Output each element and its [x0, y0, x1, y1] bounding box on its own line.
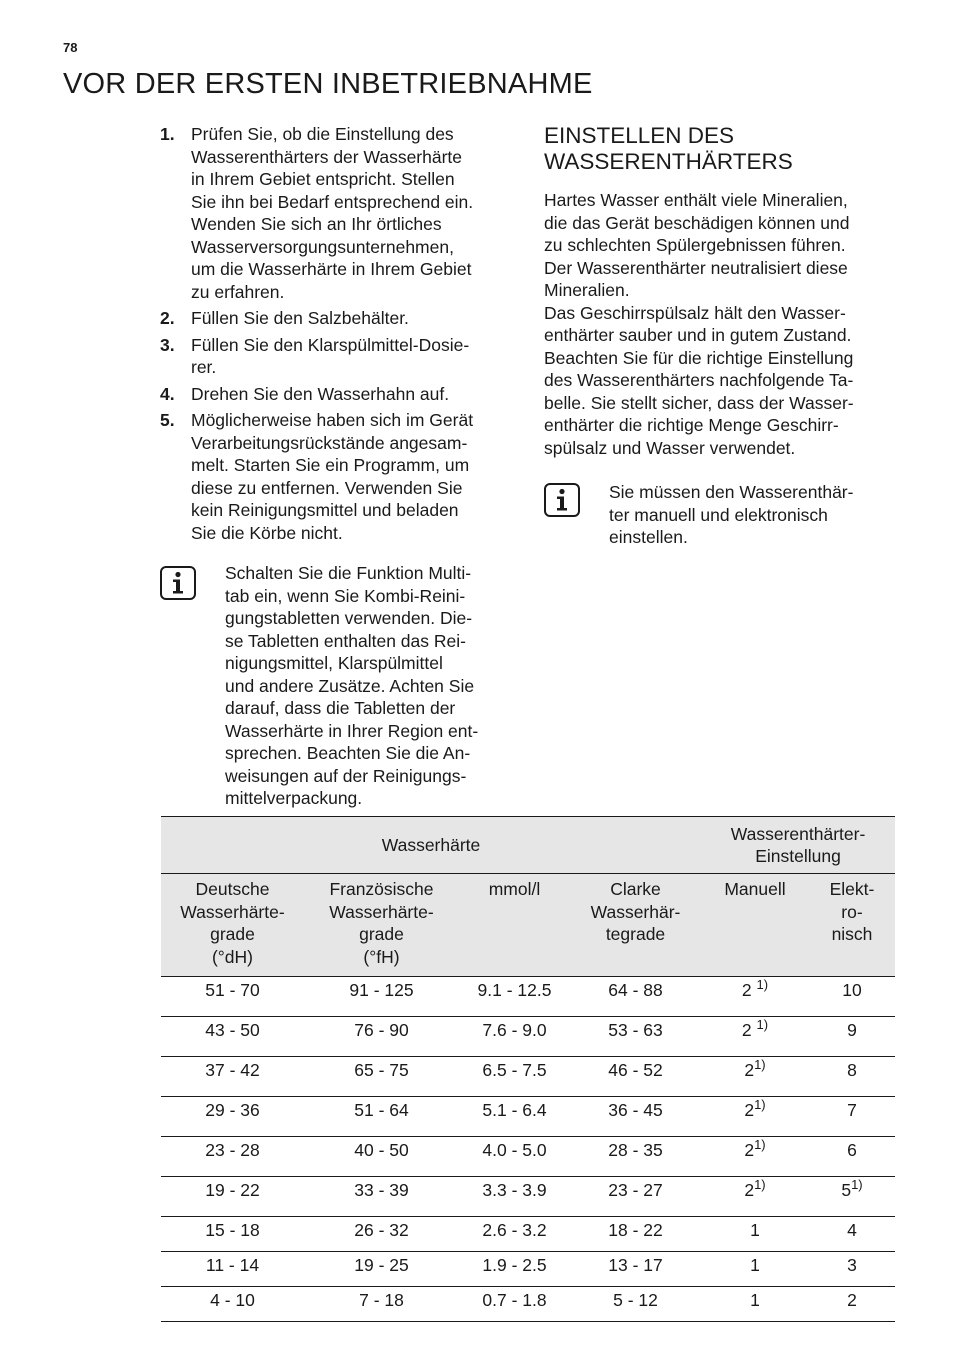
cell-mmol: 9.1 - 12.5: [459, 977, 570, 1017]
header-water-hardness: Wasserhärte: [161, 817, 701, 874]
right-column: [544, 123, 904, 549]
cell-value: 8: [847, 1060, 857, 1080]
cell-fh: 26 - 32: [304, 1217, 459, 1252]
table-row: [161, 1137, 895, 1177]
cell-value: 2: [744, 1060, 755, 1080]
cell-value: 2: [741, 980, 757, 1000]
header-softener-setting: Wasserenthärter- Einstellung: [701, 817, 895, 874]
footnote-marker: 1): [754, 1137, 766, 1153]
cell-clarke: 53 - 63: [570, 1017, 701, 1057]
table-row: [161, 1217, 895, 1252]
cell-clarke: 46 - 52: [570, 1057, 701, 1097]
cell-value: 7: [847, 1100, 857, 1120]
column-header: Manuell: [701, 874, 809, 977]
section-title: EINSTELLEN DES WASSERENTHÄRTERS: [544, 123, 793, 174]
cell-electronic: [809, 1217, 895, 1252]
cell-dh: 29 - 36: [161, 1097, 304, 1137]
cell-mmol: 6.5 - 7.5: [459, 1057, 570, 1097]
cell-clarke: 13 - 17: [570, 1252, 701, 1287]
step-text: Möglicherweise haben sich im Gerät Verarbeitungsrückstände angesam- melt. Starten Sie ein Programm, um diese zu entfernen. Verwenden Sie kein Reinigungsmittel und beladen Sie die Körbe nicht.: [191, 410, 474, 543]
cell-mmol: 2.6 - 3.2: [459, 1217, 570, 1252]
cell-dh: 4 - 10: [161, 1287, 304, 1322]
cell-value: 2: [847, 1290, 857, 1310]
cell-electronic: [809, 1097, 895, 1137]
info-note-text: Sie müssen den Wasserenthär- ter manuell und elektronisch einstellen.: [609, 482, 854, 547]
cell-value: 1: [750, 1220, 760, 1240]
column-header: Deutsche Wasserhärte- grade (°dH): [161, 874, 304, 977]
footnote-marker: 1): [756, 977, 769, 993]
page-title: VOR DER ERSTEN INBETRIEBNAHME: [63, 68, 593, 100]
cell-clarke: 28 - 35: [570, 1137, 701, 1177]
cell-dh: 23 - 28: [161, 1137, 304, 1177]
cell-value: 1: [750, 1255, 760, 1275]
table-row: [161, 1017, 895, 1057]
info-note: [544, 481, 904, 549]
cell-electronic: [809, 1177, 895, 1217]
cell-fh: 40 - 50: [304, 1137, 459, 1177]
cell-manual: [701, 1217, 809, 1252]
table-header-row: [161, 874, 895, 977]
cell-fh: 33 - 39: [304, 1177, 459, 1217]
footnote-marker: 1): [754, 1097, 766, 1113]
cell-mmol: 1.9 - 2.5: [459, 1252, 570, 1287]
cell-clarke: 64 - 88: [570, 977, 701, 1017]
cell-dh: 51 - 70: [161, 977, 304, 1017]
steps-list: [160, 123, 515, 544]
cell-mmol: 3.3 - 3.9: [459, 1177, 570, 1217]
step-number: 1.: [160, 124, 175, 144]
cell-manual: [701, 977, 809, 1017]
list-item: [160, 123, 515, 303]
cell-fh: 51 - 64: [304, 1097, 459, 1137]
cell-electronic: [809, 977, 895, 1017]
cell-value: 2: [744, 1100, 755, 1120]
cell-value: 2: [741, 1020, 757, 1040]
cell-fh: 7 - 18: [304, 1287, 459, 1322]
column-header: Französische Wasserhärte- grade (°fH): [304, 874, 459, 977]
cell-manual: [701, 1177, 809, 1217]
info-note: [160, 562, 515, 810]
cell-manual: [701, 1252, 809, 1287]
cell-mmol: 4.0 - 5.0: [459, 1137, 570, 1177]
cell-dh: 43 - 50: [161, 1017, 304, 1057]
list-item: [160, 383, 515, 406]
cell-electronic: [809, 1287, 895, 1322]
table-row: [161, 1057, 895, 1097]
cell-value: 2: [744, 1180, 755, 1200]
step-number: 2.: [160, 308, 175, 328]
list-item: [160, 409, 515, 544]
cell-electronic: [809, 1137, 895, 1177]
table-row: [161, 1287, 895, 1322]
paragraph: Hartes Wasser enthält viele Mineralien, die das Gerät beschädigen können und zu schlechten Spülergebnissen führen. Der Wasserenthärter neutralisiert diese Mineralien.: [544, 190, 850, 300]
list-item: [160, 307, 515, 330]
cell-clarke: 23 - 27: [570, 1177, 701, 1217]
list-item: [160, 334, 515, 379]
step-text: Füllen Sie den Klarspülmittel-Dosie- rer.: [191, 334, 470, 377]
column-header: Clarke Wasserhär- tegrade: [570, 874, 701, 977]
cell-value: 1: [750, 1290, 760, 1310]
cell-fh: 19 - 25: [304, 1252, 459, 1287]
footnote-marker: 1): [851, 1177, 863, 1193]
cell-dh: 11 - 14: [161, 1252, 304, 1287]
footnote-marker: 1): [754, 1177, 766, 1193]
cell-value: 5: [841, 1180, 852, 1200]
cell-value: 2: [744, 1140, 755, 1160]
cell-mmol: 0.7 - 1.8: [459, 1287, 570, 1322]
cell-clarke: 5 - 12: [570, 1287, 701, 1322]
cell-manual: [701, 1137, 809, 1177]
info-icon: [544, 483, 580, 517]
table-header-row: [161, 817, 895, 874]
cell-value: 10: [842, 980, 862, 1000]
footnote-marker: 1): [754, 1057, 766, 1073]
cell-fh: 76 - 90: [304, 1017, 459, 1057]
cell-fh: 91 - 125: [304, 977, 459, 1017]
cell-electronic: [809, 1017, 895, 1057]
table-row: [161, 1177, 895, 1217]
footnote-marker: 1): [756, 1017, 769, 1033]
cell-manual: [701, 1057, 809, 1097]
left-column: [160, 123, 515, 810]
step-number: 5.: [160, 410, 175, 430]
cell-manual: [701, 1287, 809, 1322]
cell-clarke: 36 - 45: [570, 1097, 701, 1137]
column-header: mmol/l: [459, 874, 570, 977]
cell-manual: [701, 1097, 809, 1137]
cell-mmol: 5.1 - 6.4: [459, 1097, 570, 1137]
cell-dh: 37 - 42: [161, 1057, 304, 1097]
cell-dh: 15 - 18: [161, 1217, 304, 1252]
step-text: Prüfen Sie, ob die Einstellung des Wasserenthärters der Wasserhärte in Ihrem Gebiet entspricht. Stellen Sie ihn bei Bedarf entsprechend ein. Wenden Sie sich an Ihr örtliches Wasserversorgungsunternehmen, um die Wasserhärte in Ihrem Gebiet zu erfahren.: [191, 124, 474, 302]
cell-mmol: 7.6 - 9.0: [459, 1017, 570, 1057]
info-icon: [160, 566, 196, 600]
cell-dh: 19 - 22: [161, 1177, 304, 1217]
paragraph: Das Geschirrspülsalz hält den Wasser- enthärter sauber und in gutem Zustand. Beachten Sie für die richtige Einstellung des Wasserenthärters nachfolgende Ta- belle. Sie stellt sicher, dass der Wasser- enthärter die richtige Menge Geschirr- spülsalz und Wasser verwendet.: [544, 302, 854, 458]
table-row: [161, 1097, 895, 1137]
cell-value: 9: [847, 1020, 857, 1040]
cell-electronic: [809, 1252, 895, 1287]
table-row: [161, 1252, 895, 1287]
step-text: Drehen Sie den Wasserhahn auf.: [191, 383, 450, 404]
step-number: 3.: [160, 334, 175, 355]
column-header: Elekt- ro- nisch: [809, 874, 895, 977]
cell-clarke: 18 - 22: [570, 1217, 701, 1252]
water-hardness-table: [161, 816, 895, 1322]
step-text: Füllen Sie den Salzbehälter.: [191, 308, 409, 328]
cell-value: 4: [847, 1220, 857, 1240]
step-number: 4.: [160, 383, 175, 404]
cell-electronic: [809, 1057, 895, 1097]
cell-value: 6: [847, 1140, 857, 1160]
cell-value: 3: [847, 1255, 857, 1275]
table-row: [161, 977, 895, 1017]
cell-manual: [701, 1017, 809, 1057]
info-note-text: Schalten Sie die Funktion Multi- tab ein, wenn Sie Kombi-Reini- gungstabletten verwenden. Die- se Tabletten enthalten das Rei- nigungsmittel, Klarspülmittel und andere Zusätze. Achten Sie darauf, dass die Tabletten der Wasserhärte in Ihrer Region ent- sprechen. Beachten Sie die An- weisungen auf der Reinigungs- mittelverpackung.: [225, 563, 479, 808]
page-number: 78: [63, 40, 78, 55]
cell-fh: 65 - 75: [304, 1057, 459, 1097]
